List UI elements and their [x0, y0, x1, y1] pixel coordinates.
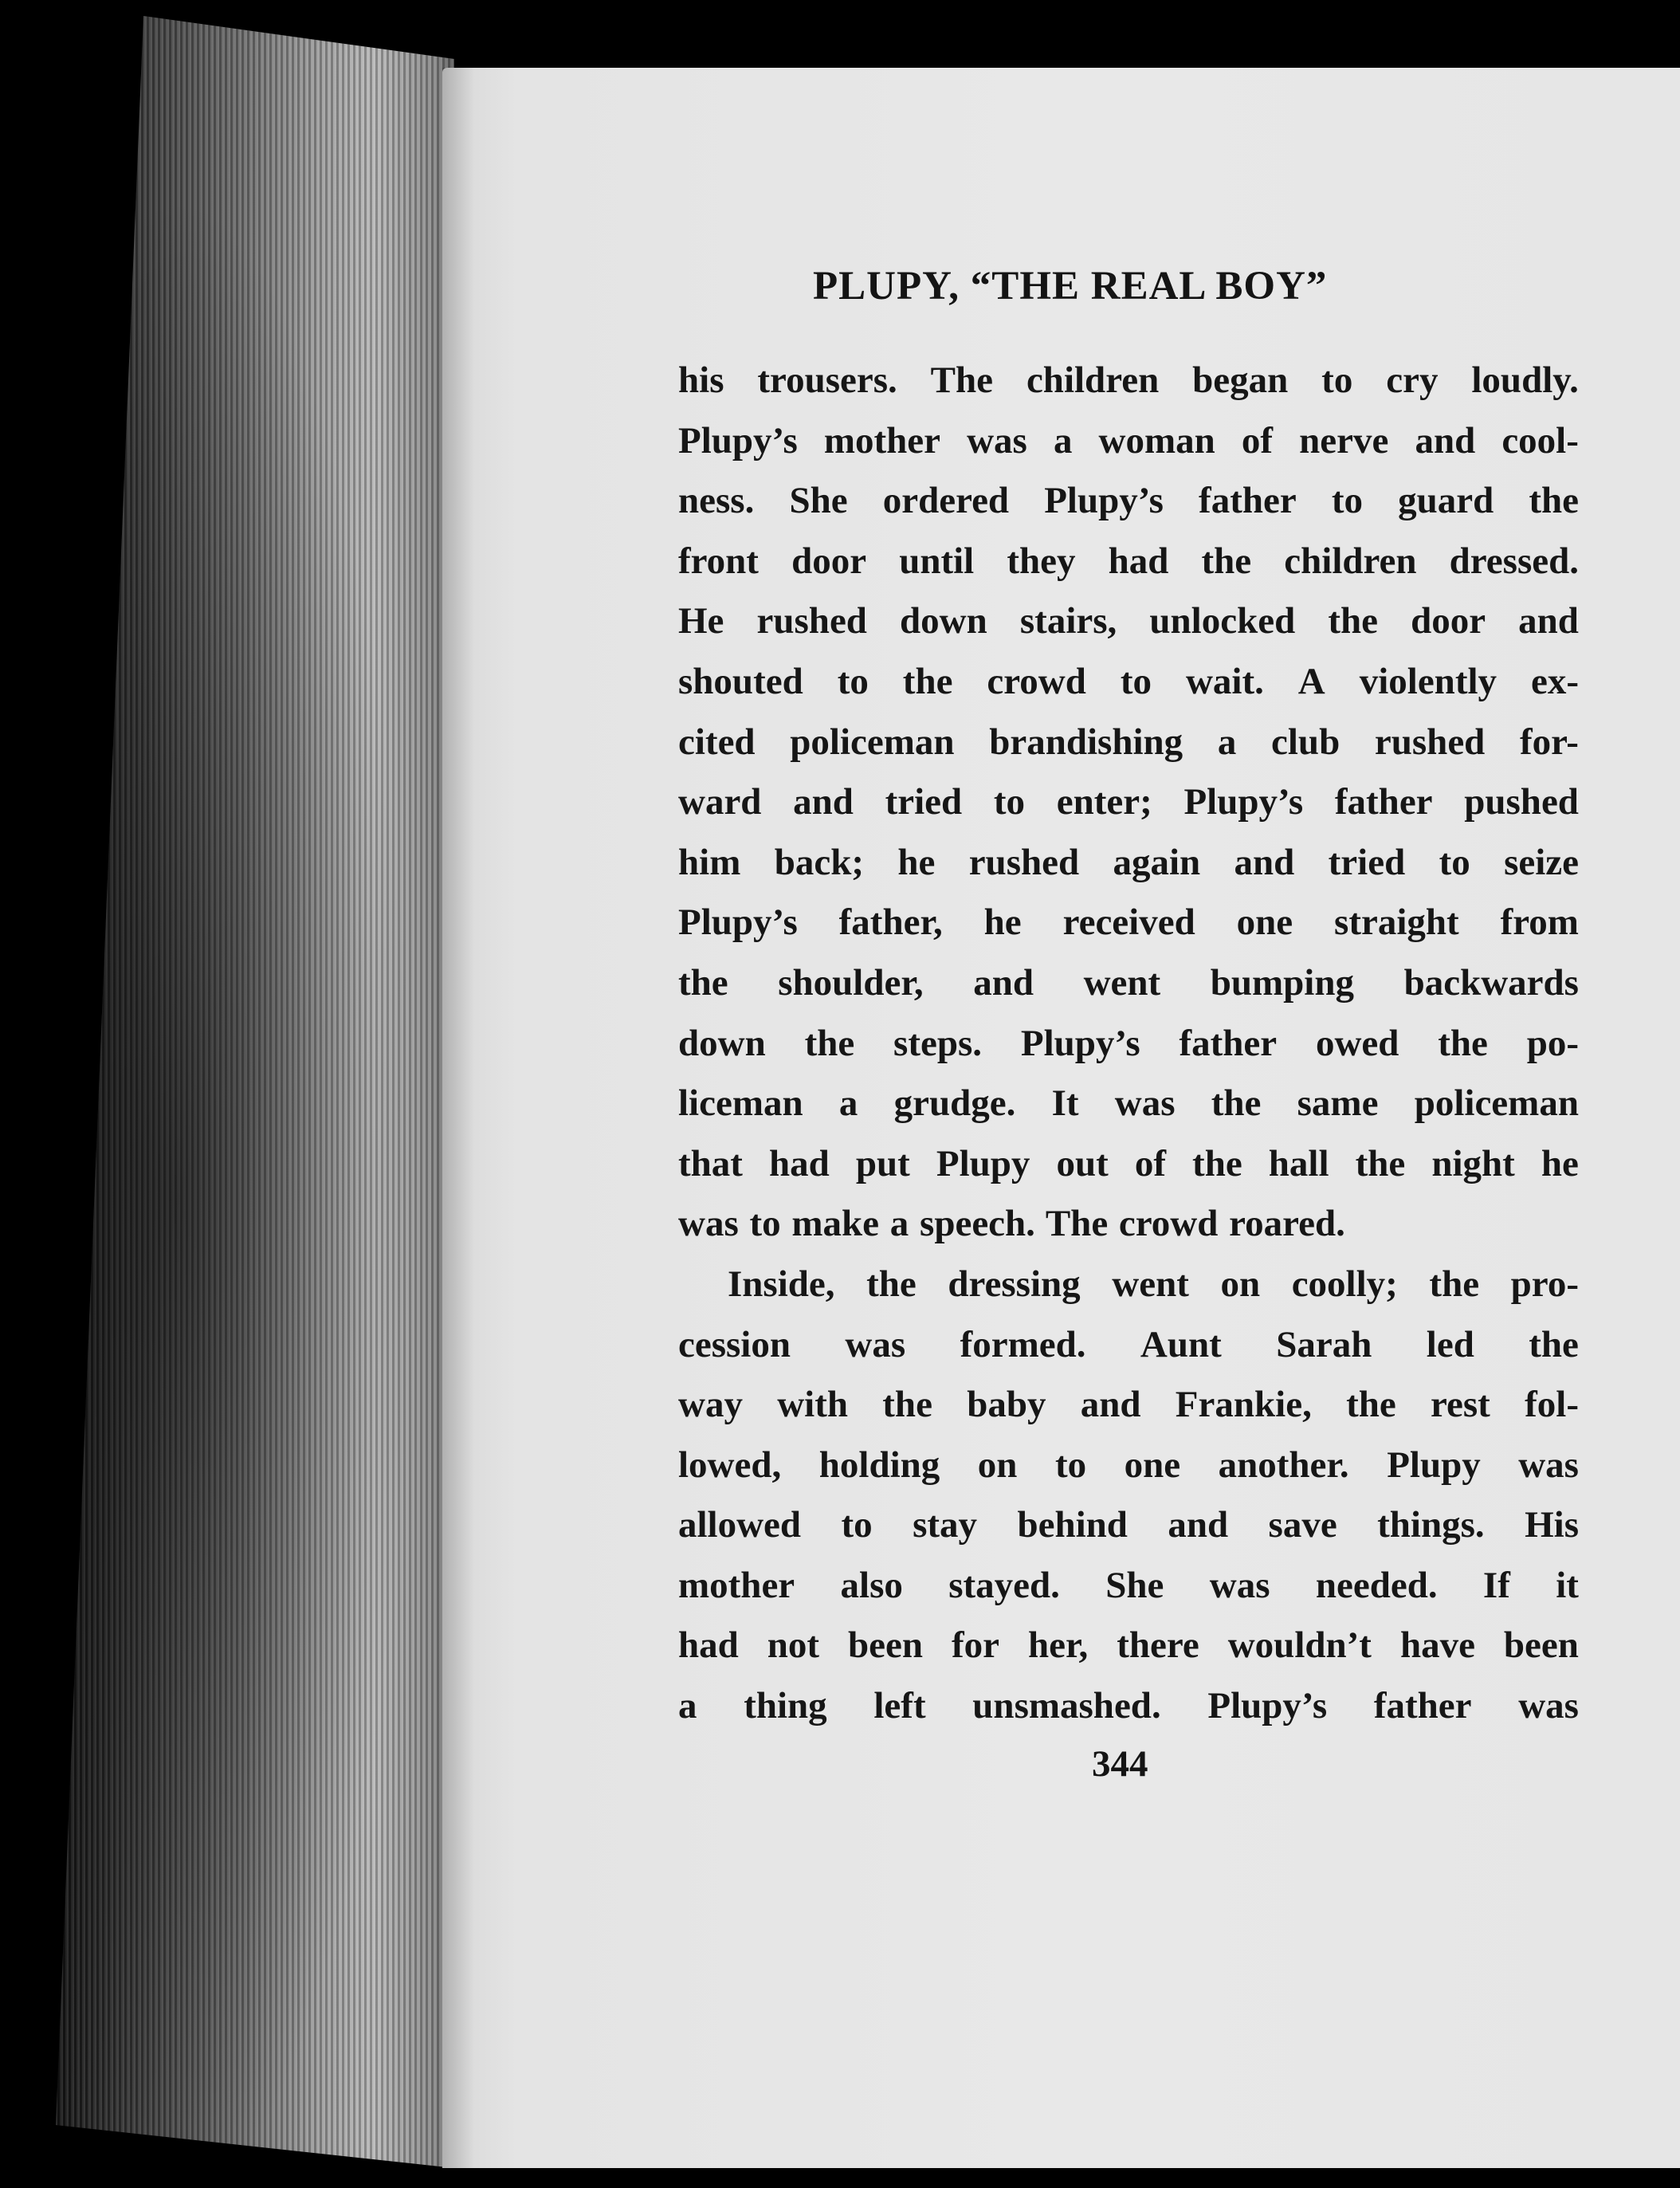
text-line: Plupy’s father, he received one straight from — [678, 902, 1579, 944]
text-line: shouted to the crowd to wait. A violently ex- — [678, 660, 1579, 702]
gutter-shadow — [442, 68, 474, 2168]
text-line: was to make a speech. The crowd roared. — [678, 1203, 1345, 1245]
text-line: him back; he rushed again and tried to seize — [678, 841, 1579, 883]
running-head: PLUPY, “THE REAL BOY” — [813, 264, 1328, 308]
text-line: down the steps. Plupy’s father owed the po- — [678, 1022, 1579, 1064]
text-line: cession was formed. Aunt Sarah led the — [678, 1323, 1579, 1365]
text-line: ness. She ordered Plupy’s father to guard the — [678, 480, 1579, 522]
text-line: front door until they had the children dressed. — [678, 540, 1579, 582]
text-line: the shoulder, and went bumping backwards — [678, 961, 1579, 1004]
text-line: cited policeman brandishing a club rushed for- — [678, 721, 1579, 763]
text-line: mother also stayed. She was needed. If it — [678, 1564, 1579, 1606]
text-line: way with the baby and Frankie, the rest fol- — [678, 1384, 1579, 1426]
text-line: Inside, the dressing went on coolly; the pro- — [728, 1263, 1579, 1305]
text-line: lowed, holding on to one another. Plupy was — [678, 1444, 1579, 1486]
book-page-edges — [56, 16, 454, 2168]
text-line: his trousers. The children began to cry loudly. — [678, 359, 1579, 401]
text-line: ward and tried to enter; Plupy’s father pushed — [678, 781, 1579, 823]
text-line: that had put Plupy out of the hall the night he — [678, 1142, 1579, 1184]
body-text — [678, 351, 1579, 1737]
text-line: liceman a grudge. It was the same policeman — [678, 1082, 1579, 1125]
text-line: allowed to stay behind and save things. His — [678, 1504, 1579, 1546]
text-line: had not been for her, there wouldn’t have been — [678, 1624, 1579, 1667]
text-line: He rushed down stairs, unlocked the door and — [678, 600, 1579, 642]
text-line: a thing left unsmashed. Plupy’s father was — [678, 1685, 1579, 1727]
page-number: 344 — [1092, 1743, 1148, 1785]
text-line: Plupy’s mother was a woman of nerve and cool- — [678, 419, 1579, 462]
